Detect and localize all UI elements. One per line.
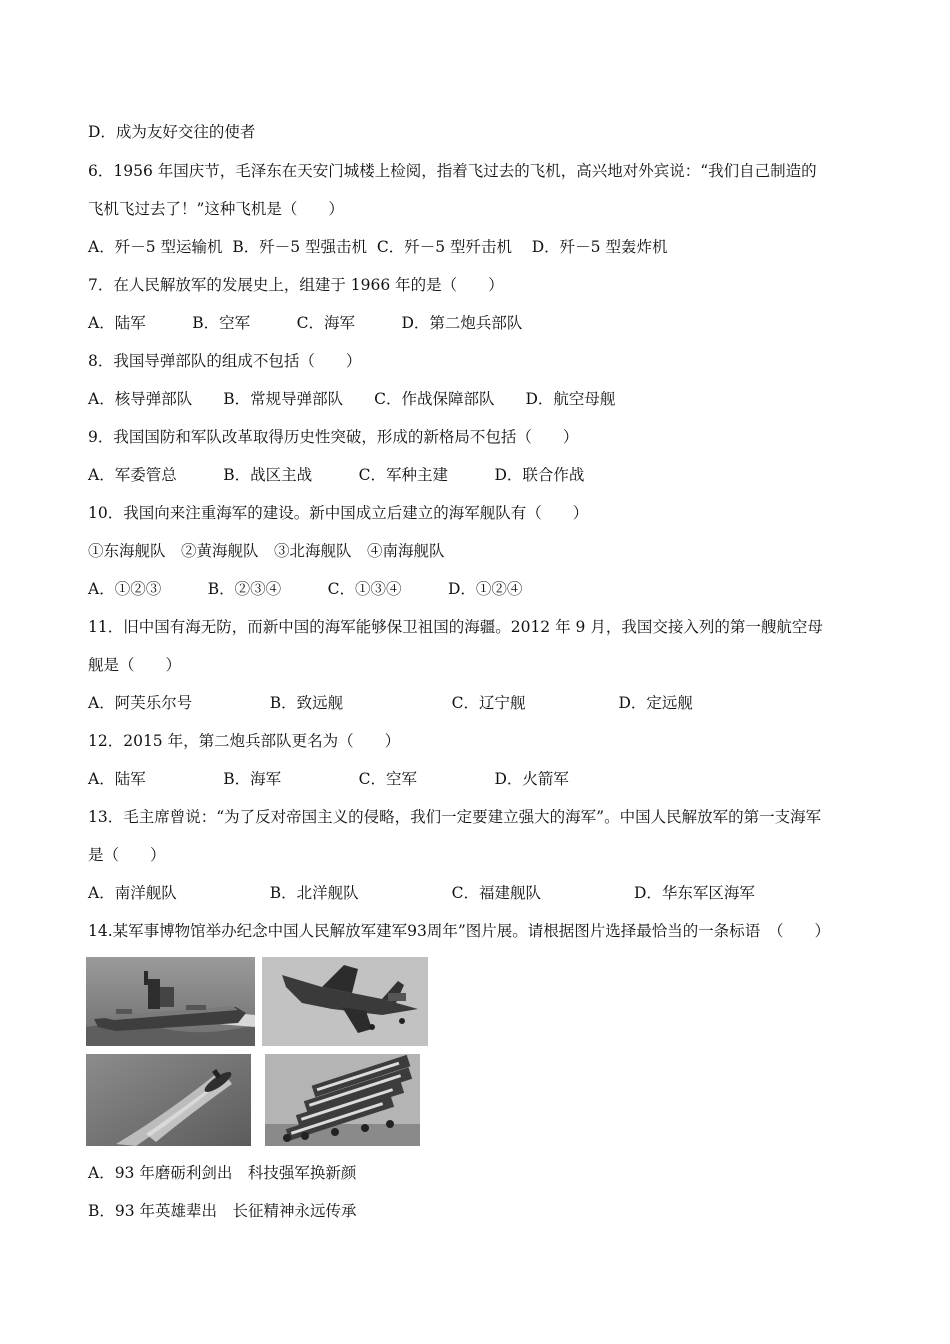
q8-stem: 8．我国导弹部队的组成不包括（ ） xyxy=(88,352,362,370)
q11-options: A．阿芙乐尔号 B．致远舰 C．辽宁舰 D．定远舰 xyxy=(88,694,693,712)
q11-stem-line1: 11．旧中国有海无防，而新中国的海军能够保卫祖国的海疆。2012 年 9 月，我国交接入列的第一艘航空母 xyxy=(88,618,823,636)
q12-stem: 12．2015 年，第二炮兵部队更名为（ ） xyxy=(88,732,401,750)
submarine-photo xyxy=(86,1054,251,1146)
q10-items: ①东海舰队 ②黄海舰队 ③北海舰队 ④南海舰队 xyxy=(88,542,445,560)
q7-stem: 7．在人民解放军的发展史上，组建于 1966 年的是（ ） xyxy=(88,276,504,294)
aircraft-carrier-photo xyxy=(86,957,255,1046)
fighter-jet-photo xyxy=(262,957,428,1046)
q14-option-a: A．93 年磨砺利剑出 科技强军换新颜 xyxy=(88,1164,357,1182)
q9-options: A．军委管总 B．战区主战 C．军种主建 D．联合作战 xyxy=(88,466,585,484)
q6-stem-line2: 飞机飞过去了！”这种飞机是（ ） xyxy=(88,200,344,218)
q14-option-b: B．93 年英雄辈出 长征精神永远传承 xyxy=(88,1202,357,1220)
q13-options: A．南洋舰队 B．北洋舰队 C．福建舰队 D．华东军区海军 xyxy=(88,884,755,902)
q14-stem: 14.某军事博物馆举办纪念中国人民解放军建军93周年”图片展。请根据图片选择最恰当的一条标语 （ ） xyxy=(88,922,831,940)
q11-stem-line2: 舰是（ ） xyxy=(88,656,182,674)
q13-stem-line2: 是（ ） xyxy=(88,846,166,864)
missile-launchers-photo xyxy=(265,1054,420,1146)
q8-options: A．核导弹部队 B．常规导弹部队 C．作战保障部队 D．航空母舰 xyxy=(88,390,616,408)
q9-stem: 9．我国国防和军队改革取得历史性突破，形成的新格局不包括（ ） xyxy=(88,428,579,446)
q12-options: A．陆军 B．海军 C．空军 D．火箭军 xyxy=(88,770,569,788)
q10-options: A．①②③ B．②③④ C．①③④ D．①②④ xyxy=(88,580,523,598)
q6-options: A．歼－5 型运输机 B．歼－5 型强击机 C．歼－5 型歼击机 D．歼－5 型轰炸机 xyxy=(88,238,668,256)
q6-stem-line1: 6．1956 年国庆节，毛泽东在天安门城楼上检阅，指着飞过去的飞机，高兴地对外宾说：“我们自己制造的 xyxy=(88,162,817,180)
q5-option-d: D．成为友好交往的使者 xyxy=(88,123,256,141)
q13-stem-line1: 13．毛主席曾说：“为了反对帝国主义的侵略，我们一定要建立强大的海军”。中国人民解放军的第一支海军 xyxy=(88,808,822,826)
q10-stem: 10．我国向来注重海军的建设。新中国成立后建立的海军舰队有（ ） xyxy=(88,504,589,522)
q7-options: A．陆军 B．空军 C．海军 D．第二炮兵部队 xyxy=(88,314,523,332)
